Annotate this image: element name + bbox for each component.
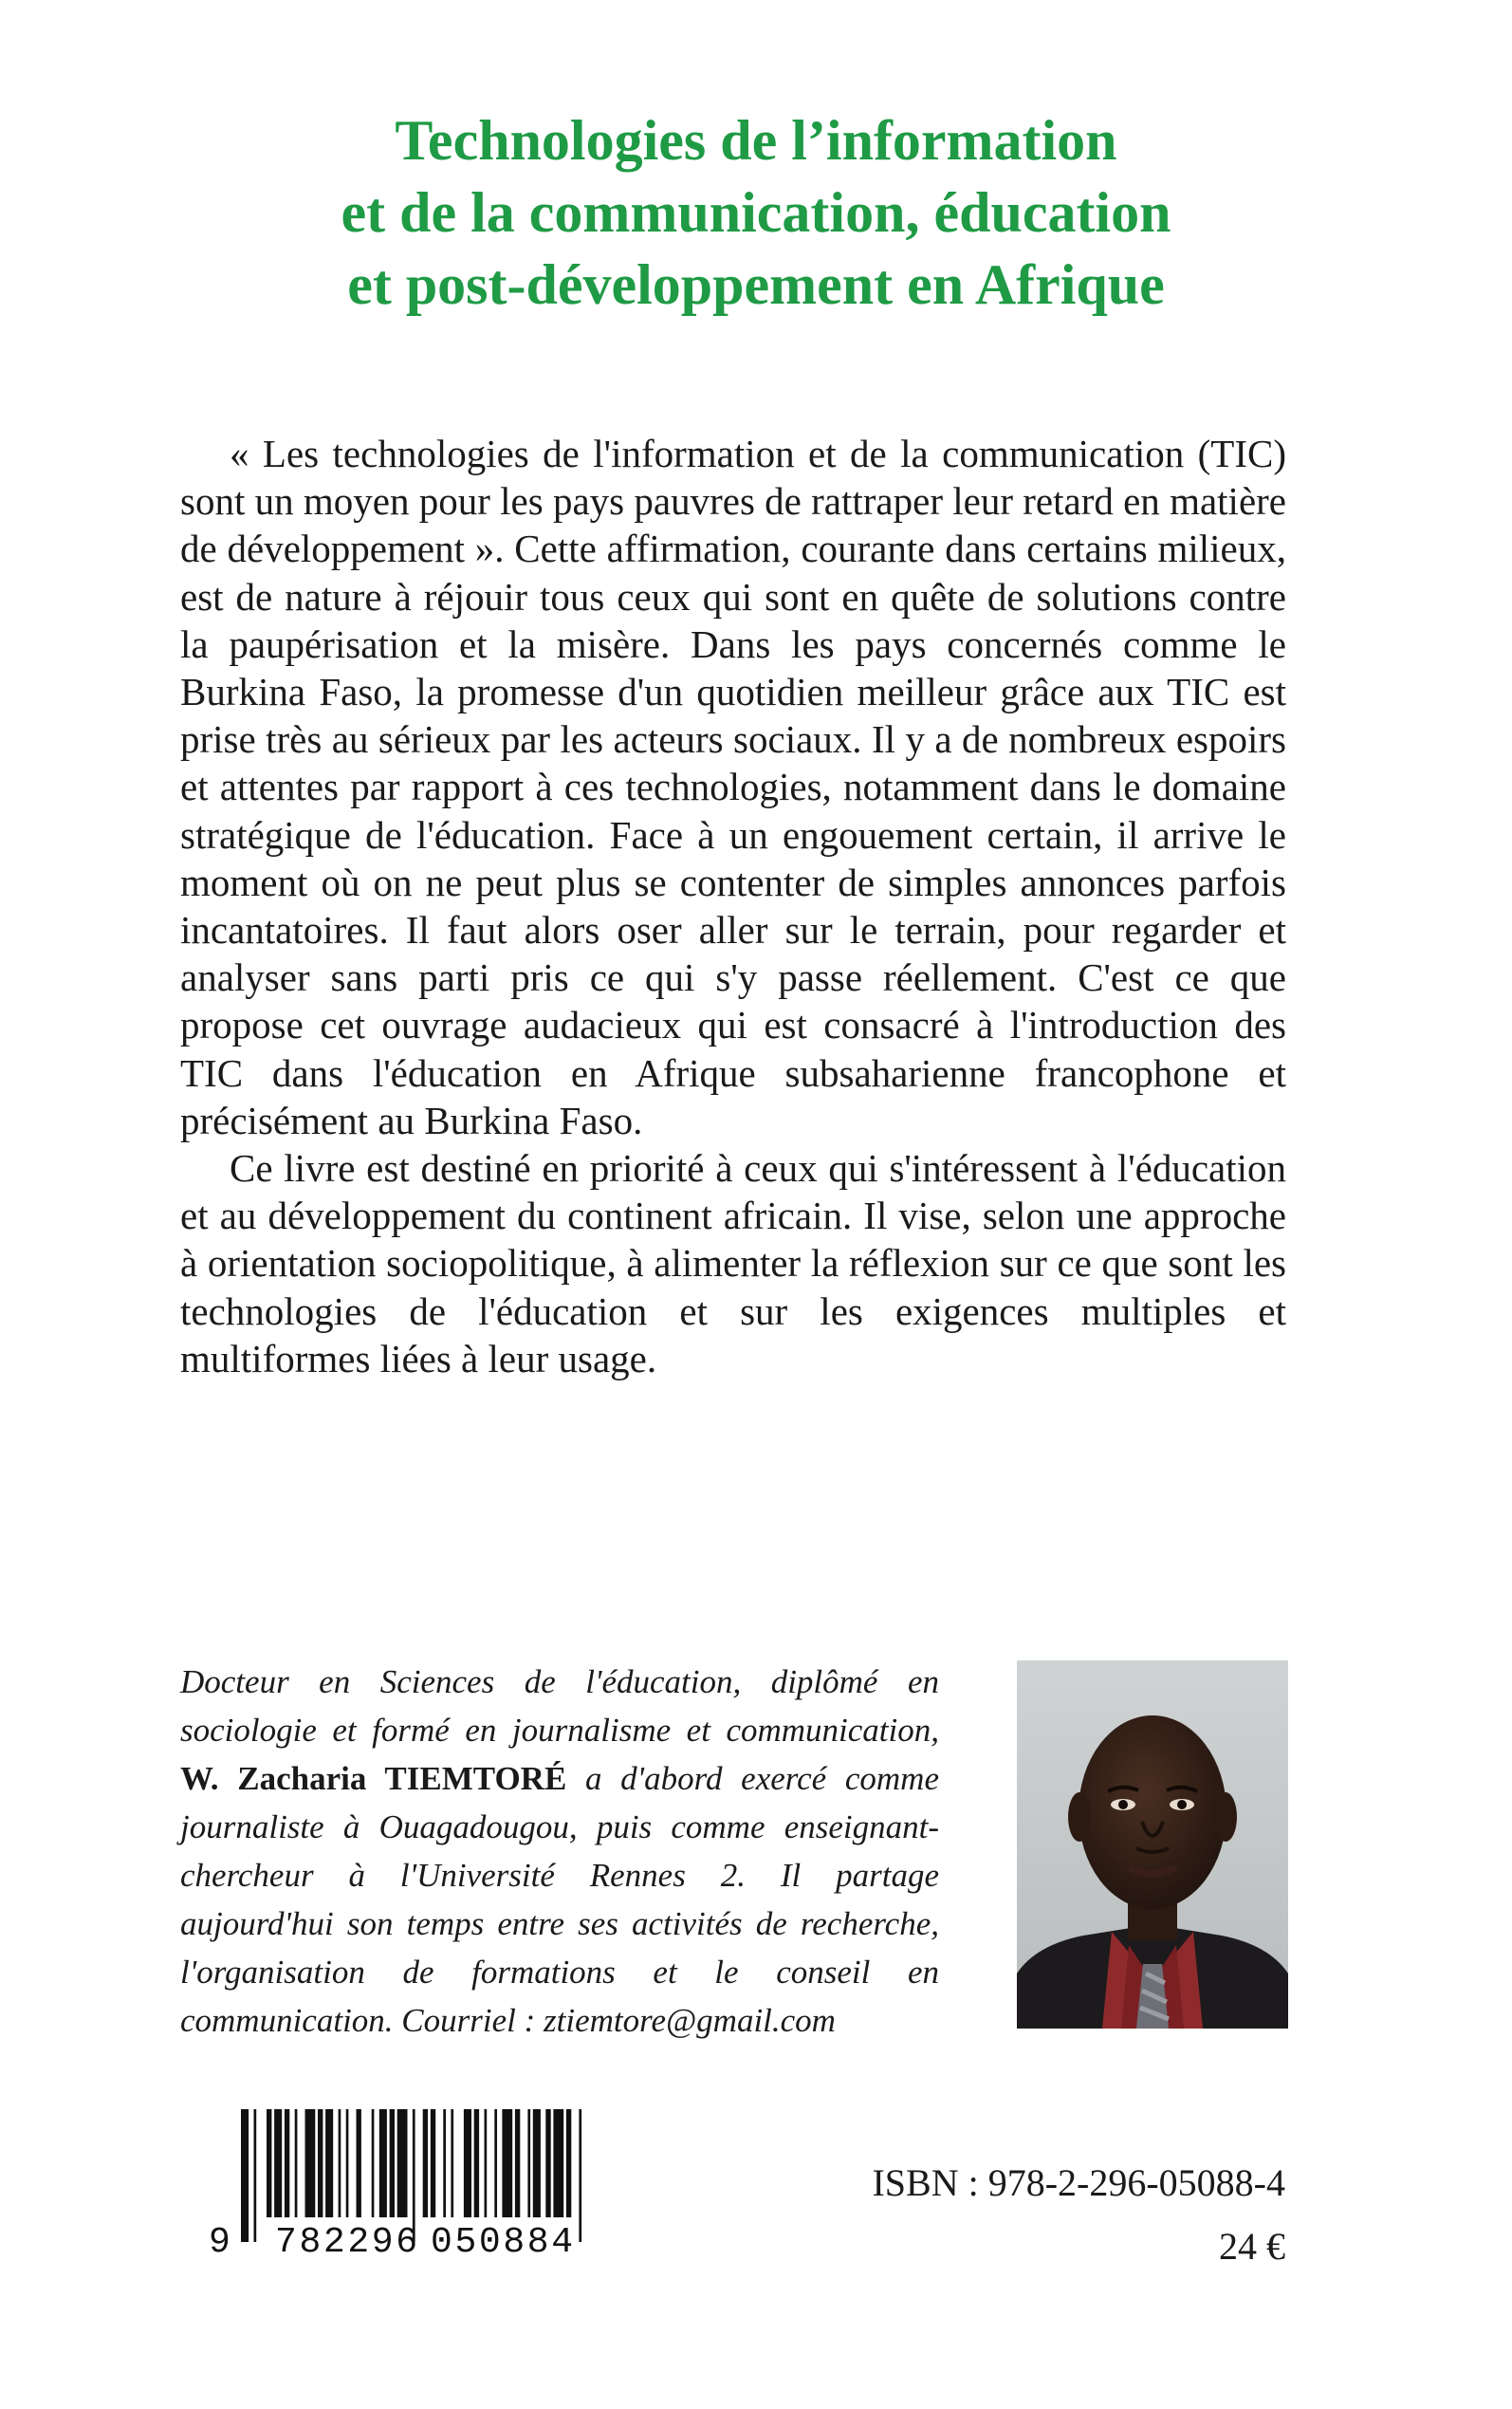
barcode-bar	[318, 2109, 323, 2217]
author-bio	[180, 1658, 939, 2045]
author-bio-intro: Docteur en Sciences de l'éducation, diplômé en sociologie et formé en journalisme et communication,	[180, 1663, 939, 1749]
barcode-bar	[545, 2109, 550, 2217]
summary-paragraph-1: « Les technologies de l'information et de la communication (TIC) sont un moyen pour les pays pauvres de rattraper leur retard en matière de développement ». Cette affirmation, courante dans certains milieux, est de nature à réjouir tous ceux qui sont en quête de solutions contre la paupérisation et la misère. Dans les pays concernés comme le Burkina Faso, la promesse d'un quotidien meilleur grâce aux TIC est prise très au sérieux par les acteurs sociaux. Il y a de nombreux espoirs et attentes par rapport à ces technologies, notamment dans le domaine stratégique de l'éducation. Face à un engouement certain, il arrive le moment où on ne peut plus se contenter de simples annonces parfois incantatoires. Il faut alors oser aller sur le terrain, pour regarder et analyser sans parti pris ce qui s'y passe réellement. C'est ce que propose cet ouvrage audacieux qui est consacré à l'introduction des TIC dans l'éducation en Afrique subsaharienne francophone et précisément au Burkina Faso.	[180, 432, 1286, 1142]
barcode-bar	[357, 2109, 361, 2217]
barcode-bar	[267, 2109, 271, 2217]
barcode-bar	[533, 2109, 541, 2217]
barcode-bar	[285, 2109, 289, 2217]
barcode-bar	[515, 2109, 520, 2217]
barcode-bar	[254, 2109, 257, 2242]
author-portrait-image	[1017, 1660, 1288, 2029]
barcode-bar	[295, 2109, 298, 2217]
barcode-bar	[241, 2109, 249, 2242]
barcode-bar	[553, 2109, 563, 2217]
barcode-digits-right: 050884	[431, 2222, 573, 2255]
author-bio-rest: a d'abord exercé comme journaliste à Ouagadougou, puis comme enseignant-chercheur à l'Université Rennes 2. Il partage aujourd'hui son temps entre ses activités de recherche, l'organisation de formations et le conseil en communication. Courriel : ztiemtore@gmail.com	[180, 1760, 939, 2039]
barcode-bar	[474, 2109, 479, 2217]
barcode-bar	[372, 2109, 375, 2217]
barcode-bar	[397, 2109, 408, 2217]
barcode-bar	[451, 2109, 453, 2217]
barcode-bar	[527, 2109, 530, 2217]
summary-paragraph-2: Ce livre est destiné en priorité à ceux qui s'intéressent à l'éducation et au développement du continent africain. Il vise, selon une approche à orientation sociopolitique, à alimenter la réflexion sur ce que sont les technologies de l'éducation et sur les exigences multiples et multiformes liées à leur usage.	[180, 1146, 1286, 1381]
barcode-digits-left: 782296	[275, 2222, 417, 2255]
barcode-bar	[464, 2109, 471, 2217]
barcode-bar	[485, 2109, 488, 2217]
price: 24 €	[1219, 2225, 1285, 2268]
barcode	[203, 2103, 628, 2255]
barcode-bar	[346, 2109, 349, 2217]
title-line-1: Technologies de l’information	[395, 109, 1117, 172]
title-line-3: et post-développement en Afrique	[347, 253, 1165, 316]
book-summary	[180, 430, 1286, 1382]
barcode-bar	[423, 2109, 428, 2217]
barcode-bar	[325, 2109, 333, 2217]
barcode-bar	[579, 2109, 581, 2242]
barcode-bar	[339, 2109, 341, 2217]
barcode-bar	[502, 2109, 512, 2217]
barcode-graphic	[203, 2103, 628, 2255]
barcode-bar	[494, 2109, 497, 2217]
book-title	[0, 104, 1512, 321]
title-line-2: et de la communication, éducation	[341, 181, 1171, 244]
author-name: W. Zacharia TIEMTORÉ	[180, 1760, 567, 1797]
barcode-bar	[305, 2109, 316, 2217]
isbn-number: ISBN : 978-2-296-05088-4	[872, 2161, 1285, 2204]
barcode-bar	[390, 2109, 395, 2217]
author-photo	[1017, 1660, 1288, 2029]
barcode-bar	[443, 2109, 446, 2217]
barcode-digit-first: 9	[209, 2222, 230, 2255]
barcode-bar	[274, 2109, 282, 2217]
barcode-bar	[566, 2109, 571, 2217]
barcode-bar	[431, 2109, 435, 2217]
barcode-bar	[379, 2109, 387, 2217]
